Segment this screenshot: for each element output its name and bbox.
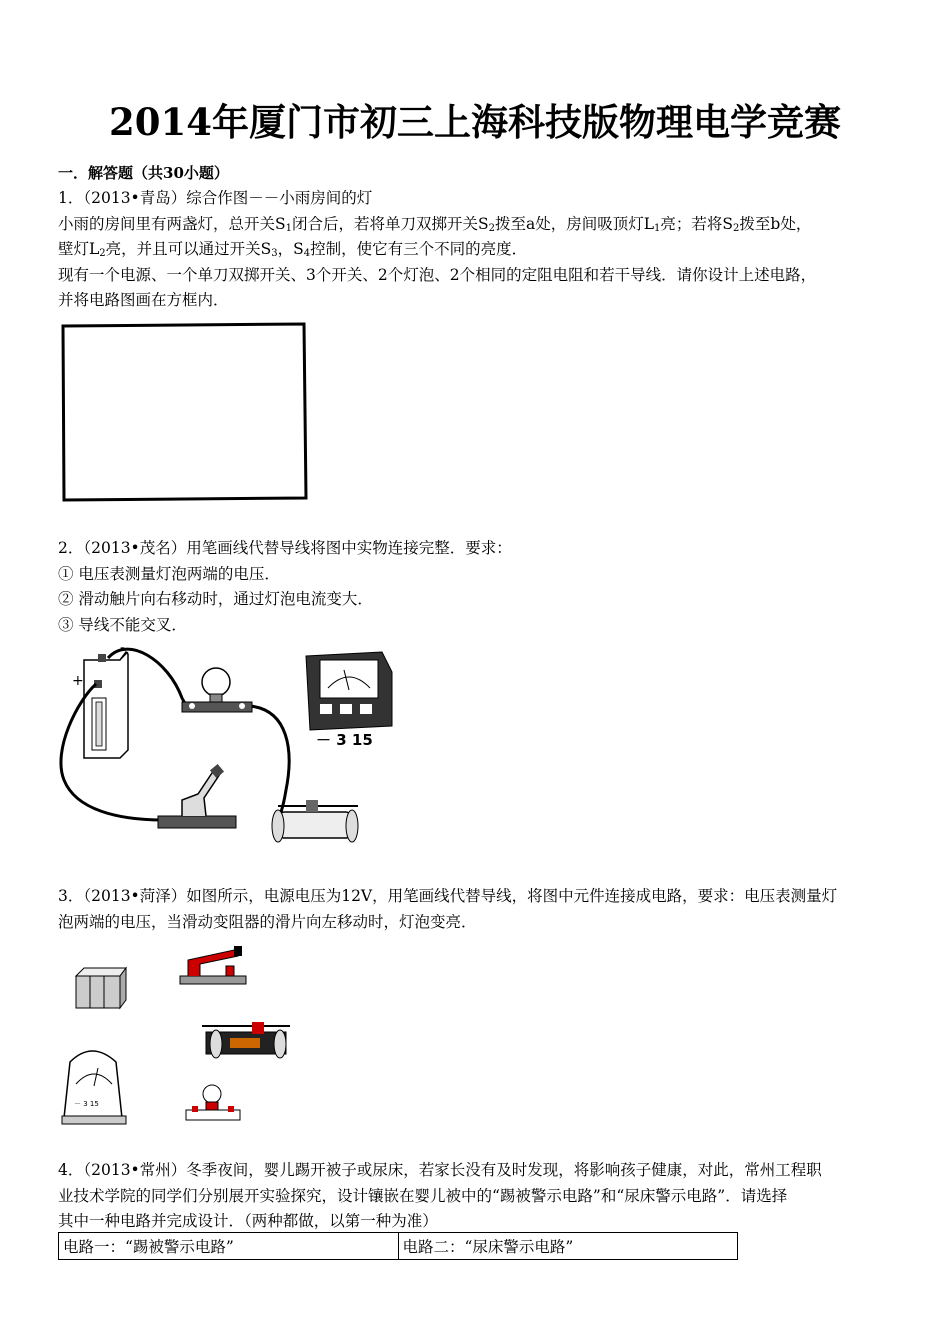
question-1-line-4: 并将电路图画在方框内． [58, 291, 229, 310]
rheostat-icon [202, 1022, 290, 1058]
circuit-figure-3 [58, 940, 308, 1130]
meter-scale-label: － 3 15 [74, 1100, 99, 1108]
question-1-head: 1．（2013•青岛）综合作图－－小雨房间的灯 [58, 189, 373, 207]
requirement-2: ② 滑动触片向右移动时，通过灯泡电流变大． [58, 590, 373, 609]
question-4-line-1: 4．（2013•常州）冬季夜间，婴儿踢开被子或尿床，若家长没有及时发现，将影响孩子健康，对此，常州工程职 [58, 1161, 822, 1179]
voltmeter-icon [62, 1051, 126, 1124]
light-bulb-icon [186, 1085, 240, 1120]
requirement-1: ① 电压表测量灯泡两端的电压． [58, 564, 280, 583]
question-3-line-1: 3．（2013•菏泽）如图所示，电源电压为12V，用笔画线代替导线，将图中元件连接成电路，要求：电压表测量灯 [58, 887, 838, 905]
voltmeter-scale-label: － 3 15 [316, 731, 373, 748]
document-title: 2014年厦门市初三上海科技版物理电学竞赛 [109, 100, 841, 144]
question-4-line-2: 业技术学院的同学们分别展开实验探究，设计镶嵌在婴儿被中的“踢被警示电路”和“尿床警示电路”．请选择 [58, 1186, 788, 1205]
question-1-line-3: 现有一个电源、一个单刀双掷开关、3个开关、2个灯泡、2个相同的定阻电阻和若干导线．请你设计上述电路， [58, 265, 817, 284]
light-bulb-icon [182, 668, 252, 712]
circuit-one-cell: 电路一：“踢被警示电路” [59, 1233, 399, 1260]
voltmeter-figure-2 [300, 648, 400, 748]
question-1-line-1: 小雨的房间里有两盏灯，总开关$S_1$闭合后，若将单刀双掷开关$S_2$拨至a处，房间吸顶灯$L_1$亮；若将$S_2$拨至b处， [58, 214, 812, 234]
switch-icon [158, 764, 236, 828]
battery-icon [84, 652, 128, 758]
section-heading: 一．解答题（共30小题） [58, 164, 229, 182]
switch-icon [180, 946, 246, 984]
voltmeter-icon [306, 652, 392, 730]
question-1 [58, 186, 898, 314]
battery-pack-icon [76, 968, 126, 1008]
requirement-3: ③ 导线不能交叉． [58, 615, 187, 634]
question-3 [58, 884, 898, 935]
question-3-line-2: 泡两端的电压，当滑动变阻器的滑片向左移动时，灯泡变亮． [58, 912, 477, 931]
circuit-two-cell: 电路二：“尿床警示电路” [398, 1233, 738, 1260]
question-4-line-3: 其中一种电路并完成设计．（两种都做，以第一种为准） [58, 1212, 438, 1231]
battery-plus-label: + [72, 673, 84, 689]
question-4 [58, 1158, 898, 1235]
question-2-head: 2．（2013•茂名）用笔画线代替导线将图中实物连接完整．要求： [58, 539, 512, 557]
circuit-choice-table [58, 1232, 738, 1260]
rheostat-icon [272, 800, 358, 842]
battery-minus-label: - [120, 640, 126, 656]
answer-drawing-box [58, 320, 310, 504]
table-row [59, 1233, 738, 1260]
question-2 [58, 536, 898, 638]
question-1-line-2: 壁灯$L_2$亮，并且可以通过开关$S_3$，$S_4$控制，使它有三个不同的亮度． [58, 240, 528, 260]
